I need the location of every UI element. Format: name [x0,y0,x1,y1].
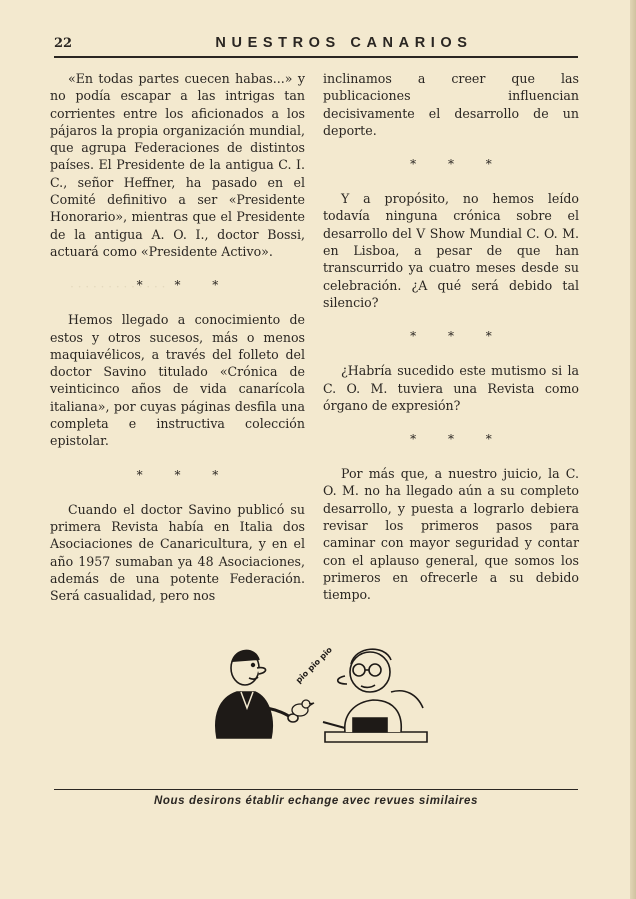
left-column [50,70,305,604]
page-number: 22 [54,36,73,51]
bird-sound-text: pio pio pio [294,645,334,686]
section-separator: * * * [410,157,506,172]
cartoon-illustration [195,638,433,748]
header-rule [54,56,578,58]
right-paragraph-4: Por más que, a nuestro juicio, la C. O. M. no ha llegado aún a su completo desarrollo, y puesta a lograrlo debiera revisar los primeros pasos para caminar con mayor seguridad y contar con el aplauso general, que somos los primeros en ofrecerle a su debido tiempo. [323,466,579,603]
section-separator: * * * [410,432,506,447]
left-paragraph-2: Hemos llegado a conocimiento de estos y otros sucesos, más o menos maquiavélicos, a través del folleto del doctor Savino titulado «Crónica de veinticinco años de vida canarícola italiana», por cuyas páginas desfila una completa e instructiva colección epistolar. [50,312,305,449]
section-separator: * * * [410,329,506,344]
right-paragraph-3: ¿Habría sucedido este mutismo si la C. O. M. tuviera una Revista como órgano de expresión? [323,363,579,413]
man-with-glasses [323,649,427,742]
right-column [323,70,579,604]
right-paragraph-2: Y a propósito, no hemos leído todavía ninguna crónica sobre el desarrollo del V Show Mundial C. O. M. en Lisboa, a pesar de que han transcurrido ya cuatro meses desde su celebración. ¿A qué será debido tal silencio? [323,191,579,310]
man-in-suit [216,650,298,738]
bird-icon [292,700,314,716]
section-separator: * * * [136,278,233,293]
footer-rule [54,789,578,790]
left-paragraph-3: Cuando el doctor Savino publicó su primera Revista había en Italia dos Asociaciones de Canaricultura, y en el año 1957 sumaban ya 48 Asociaciones, además de una potente Federación. Será casualidad, pero nos [50,501,305,604]
page-title: NUESTROS CANARIOS [215,35,473,51]
page-header [54,36,574,56]
page-edge [630,0,636,899]
left-paragraph-1: «En todas partes cuecen habas...» y no podía escapar a las intrigas tan corrientes entre los aficionados a los pájaros la propia organización mundial, que agrupa Federaciones de distintos países. El Presidente de la antigua C. I. C., señor Heffner, ha pasado en el Comité definitivo a ser «Presidente Honorario», mientras que el Presidente de la antigua A. O. I., doctor Bossi, actuará como «Presidente Activo». [50,71,305,259]
section-separator: * * * [136,467,233,482]
right-paragraph-1: inclinamos a creer que las publicaciones influencian decisivamente el desarrollo de un deporte. [323,71,579,138]
show-through: · · · · · · · · · · · · · [70,280,166,294]
footer-exchange-note: Nous desirons établir echange avec revues similaires [154,795,478,807]
